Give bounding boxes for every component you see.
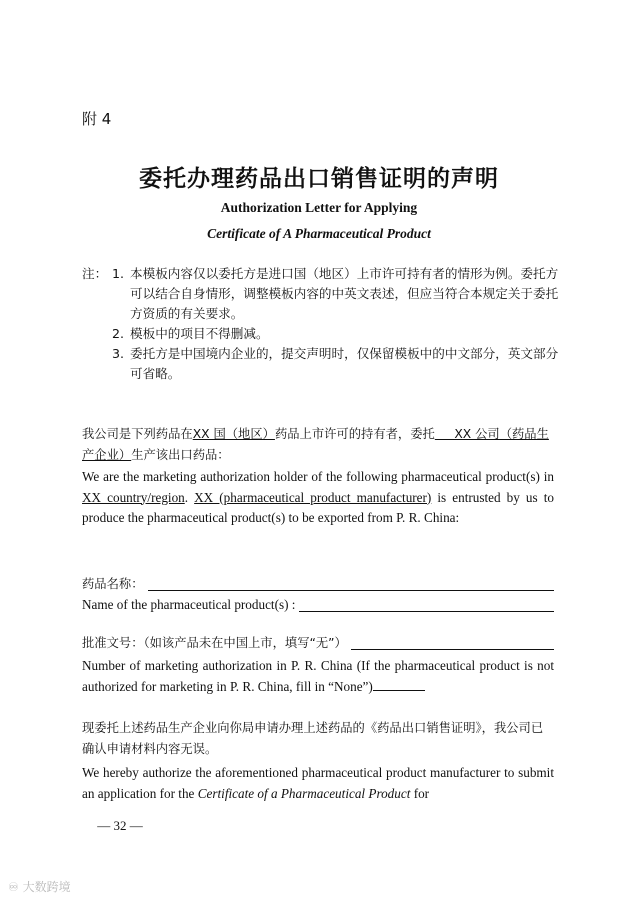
approval-number-label-en: Number of marketing authorization in P. R. China (If the pharmaceutical product is not authorized for marketing in P. R. China, fill in “None”) (82, 658, 554, 694)
document-title-en: Authorization Letter for Applying (220, 200, 418, 215)
approval-number-label-cn: 批准文号：（如该产品未在中国上市，填写“无”） (82, 636, 347, 650)
note-text: 本模板内容仅以委托方是进口国（地区）上市许可持有者的情形为例。委托方可以结合自身情形，调整模板内容的中英文表述，但应当符合本规定关于委托方资质的有关要求。 (130, 266, 559, 321)
approval-number-blank-en[interactable] (373, 680, 425, 691)
page-number: — 32 — (97, 818, 143, 833)
authorization-paragraph-cn: 现委托上述药品生产企业向你局申请办理上述药品的《药品出口销售证明》，我公司已确认申请材料内容无误。 (82, 721, 544, 756)
note-number: 3. (112, 346, 125, 361)
drug-name-blank-cn[interactable] (148, 576, 555, 591)
approval-number-field-cn (82, 633, 554, 654)
note-item (82, 264, 560, 324)
approval-number-blank-cn[interactable] (351, 635, 554, 650)
note-number: 1. (112, 266, 125, 281)
country-region-placeholder: XX country/region (82, 489, 185, 505)
drug-name-blank-en[interactable] (299, 597, 554, 612)
note-text: 委托方是中国境内企业的，提交声明时，仅保留模板中的中文部分，英文部分可省略。 (130, 346, 559, 381)
drug-name-label-cn: 药品名称： (82, 577, 144, 591)
manufacturer-placeholder-en: XX (pharmaceutical product manufacturer) (194, 489, 432, 505)
watermark: ♾ 大数跨境 (8, 880, 71, 894)
note-item (82, 344, 560, 384)
declaration-paragraph-en: We are the marketing authorization holder of the following pharmaceutical product(s) in XX country/region. XX (pharmaceutical product manufacturer) is entrusted by us to produce the pharmaceutical product(s) to be exported from P. R. China: (82, 469, 554, 525)
watermark-logo-icon: ♾ (8, 880, 23, 894)
drug-name-field-en (82, 595, 554, 616)
authorization-paragraph-en: We hereby authorize the aforementioned pharmaceutical product manufacturer to submit an application for the Certificate of a Pharmaceutical Product for (82, 765, 554, 801)
approval-number-field-en (82, 656, 554, 697)
certificate-name: Certificate of a Pharmaceutical Product (197, 785, 411, 801)
drug-name-field-cn (82, 574, 554, 595)
country-placeholder: XX 国（地区） (192, 427, 275, 441)
annex-label: 附 4 (82, 110, 112, 128)
note-number: 2. (112, 326, 125, 341)
manufacturer-placeholder: XX 公司（药品生产企业） (82, 427, 549, 462)
drug-name-label-en: Name of the pharmaceutical product(s) : (82, 597, 296, 612)
note-text: 模板中的项目不得删减。 (130, 326, 269, 341)
note-item (82, 324, 560, 344)
notes-section (82, 264, 560, 384)
notes-lead: 注： (82, 266, 108, 281)
document-title-cn: 委托办理药品出口销售证明的声明 (139, 166, 499, 192)
declaration-paragraph-cn: 我公司是下列药品在XX 国（地区）药品上市许可的持有者，委托 XX 公司（药品生产企业）生产该出口药品： (82, 427, 549, 462)
document-subtitle-en: Certificate of A Pharmaceutical Product (207, 226, 431, 241)
